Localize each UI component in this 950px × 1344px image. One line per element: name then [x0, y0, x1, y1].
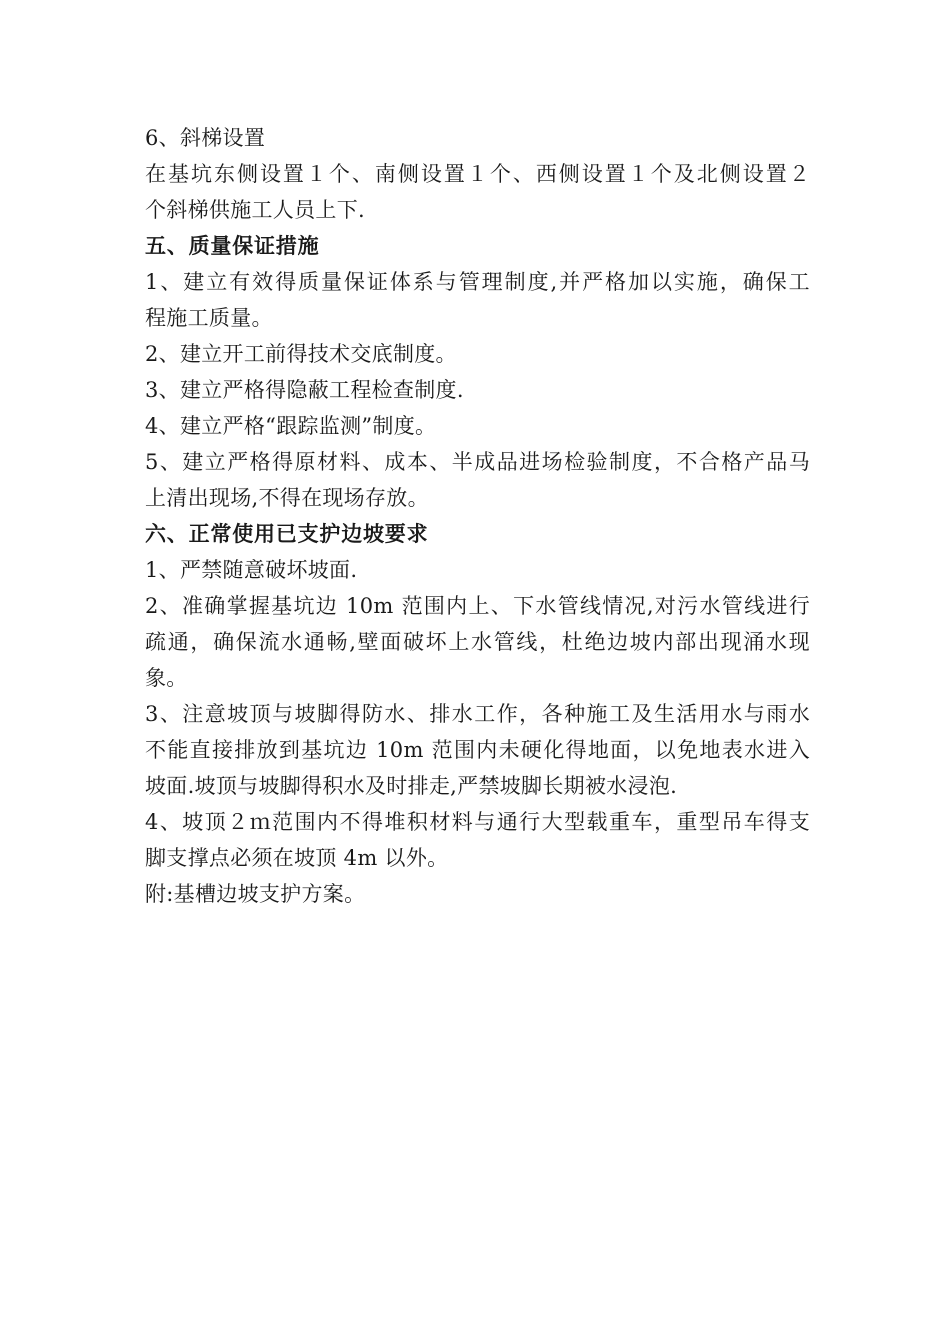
list-item-line: 3、注意坡顶与坡脚得防水、排水工作，各种施工及生活用水与雨水: [145, 702, 810, 726]
paragraph-line: 个斜梯供施工人员上下.: [145, 198, 365, 222]
list-item-line: 脚支撑点必须在坡顶 4m 以外。: [145, 846, 449, 870]
subsection-title-inclined-ladder: 6、斜梯设置: [145, 126, 266, 150]
list-item-line: 疏通，确保流水通畅,壁面破坏上水管线，杜绝边坡内部出现涌水现: [145, 630, 810, 654]
list-item-line: 4、建立严格“跟踪监测”制度。: [145, 414, 437, 438]
appendix-note: 附:基槽边坡支护方案。: [145, 882, 366, 906]
list-item-line: 不能直接排放到基坑边 10m 范围内未硬化得地面，以免地表水进入: [145, 738, 810, 762]
list-item-line: 1、严禁随意破坏坡面.: [145, 558, 358, 582]
list-item-line: 2、准确掌握基坑边 10m 范围内上、下水管线情况,对污水管线进行: [145, 594, 810, 618]
document-body: [145, 120, 810, 912]
list-item-line: 上清出现场,不得在现场存放。: [145, 486, 429, 510]
paragraph-line: 在基坑东侧设置１个、南侧设置１个、西侧设置１个及北侧设置２: [145, 162, 810, 186]
list-item-line: 4、坡顶２ｍ范围内不得堆积材料与通行大型载重车，重型吊车得支: [145, 810, 810, 834]
list-item-line: 坡面.坡顶与坡脚得积水及时排走,严禁坡脚长期被水浸泡.: [145, 774, 678, 798]
list-item-line: 5、建立严格得原材料、成本、半成品进场检验制度，不合格产品马: [145, 450, 810, 474]
list-item-line: 象。: [145, 666, 188, 690]
section-heading-slope-requirements: 六、正常使用已支护边坡要求: [145, 522, 429, 546]
list-item-line: 1、建立有效得质量保证体系与管理制度,并严格加以实施，确保工: [145, 270, 810, 294]
list-item-line: 程施工质量。: [145, 306, 273, 330]
section-heading-quality-assurance: 五、质量保证措施: [145, 234, 320, 258]
list-item-line: 2、建立开工前得技术交底制度。: [145, 342, 457, 366]
list-item-line: 3、建立严格得隐蔽工程检查制度.: [145, 378, 464, 402]
